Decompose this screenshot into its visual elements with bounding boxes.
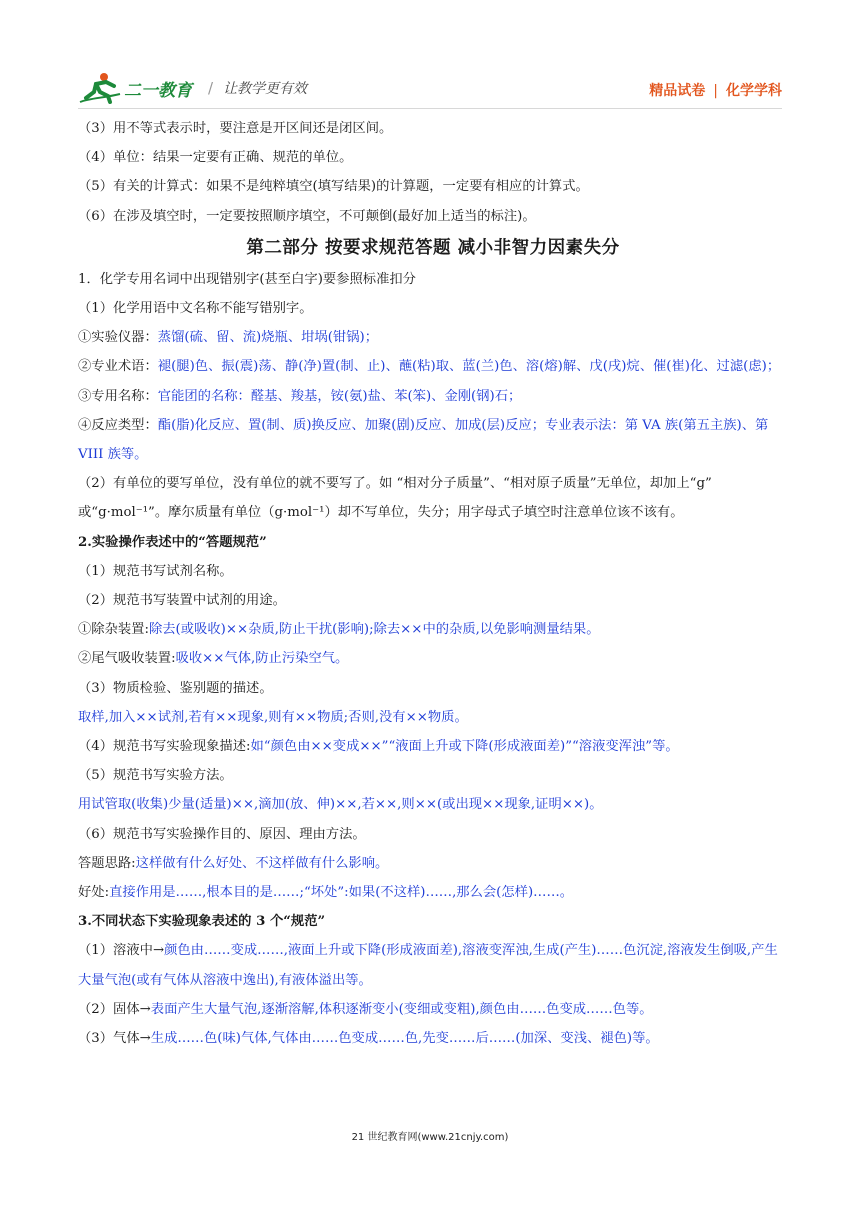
paragraph: 或“g·mol⁻¹”。摩尔质量有单位（g·mol⁻¹）却不写单位，失分；用字母式子填空时注意单位该不该有。	[78, 505, 684, 521]
item-label: ③专用名称：	[78, 388, 158, 404]
list-item	[78, 644, 788, 673]
logo	[78, 72, 307, 104]
item-text: 官能团的名称：醛基、羧基，铵(氨)盐、苯(笨)、金刚(钢)石；	[157, 388, 522, 404]
list-item	[78, 1024, 788, 1053]
paragraph: （2）有单位的要写单位，没有单位的就不要写了。如 “相对分子质量”、“相对原子质量”无单位，却加上“g”	[78, 476, 712, 492]
page-header	[78, 70, 782, 110]
logo-name: 二一教育	[124, 80, 192, 101]
item-text: 吸收××气体,防止污染空气。	[175, 651, 349, 667]
paragraph: （1）规范书写试剂名称。	[78, 563, 233, 579]
brand-left: 精品试卷	[649, 83, 706, 99]
list-item	[78, 936, 788, 994]
item-label: （2）固体→	[78, 1001, 151, 1017]
brand-bar: |	[713, 83, 718, 99]
item-text: 褪(腿)色、振(震)荡、静(净)置(制、止)、蘸(粘)取、蓝(兰)色、溶(熔)解、戊(戌)烷、催(崔)化、过滤(虑)；	[157, 359, 781, 375]
item-label: （1）溶液中→	[78, 943, 165, 959]
runner-logo-icon	[78, 72, 122, 104]
logo-separator: /	[208, 79, 214, 97]
section-title: 第二部分 按要求规范答题 减小非智力因素失分	[246, 237, 620, 258]
item-text: 表面产生大量气泡,逐渐溶解,体积逐渐变小(变细或变粗),颜色由……色变成……色等。	[150, 1001, 653, 1017]
list-item	[78, 995, 788, 1024]
list-item	[78, 878, 788, 907]
item-label: ①实验仪器：	[78, 330, 158, 346]
answer-text: 用试管取(收集)少量(适量)××,滴加(放、伸)××,若××,则××(或出现××现象,证明××)。	[78, 797, 603, 813]
list-item	[78, 411, 788, 469]
item-text: 蒸馏(硫、留、流)烧瓶、坩埚(钳锅)；	[157, 330, 378, 346]
item-text: 直接作用是……,根本目的是……;“坏处”:如果(不这样)……,那么会(怎样)……。	[109, 885, 574, 901]
heading-3: 3.不同状态下实验现象表述的 3 个“规范”	[78, 914, 326, 930]
item-label: 好处:	[78, 885, 110, 901]
item-text: 如“颜色由××变成××”“液面上升或下降(形成液面差)”“溶液变浑浊”等。	[250, 739, 679, 755]
header-divider	[78, 108, 782, 109]
item-label: ②专业术语：	[78, 359, 158, 375]
paragraph: （4）单位：结果一定要有正确、规范的单位。	[78, 150, 353, 166]
list-item	[78, 732, 788, 761]
item-text: 这样做有什么好处、不这样做有什么影响。	[135, 855, 389, 871]
item-label: ④反应类型：	[78, 417, 158, 433]
brand-right: 化学学科	[726, 83, 782, 99]
paragraph: （6）规范书写实验操作目的、原因、理由方法。	[78, 826, 366, 842]
list-item	[78, 849, 788, 878]
item-label: ②尾气吸收装置:	[78, 651, 176, 667]
item-label: （4）规范书写实验现象描述:	[78, 739, 251, 755]
item-label: ①除杂装置:	[78, 622, 149, 638]
list-item	[78, 382, 788, 411]
logo-slogan: 让教学更有效	[223, 81, 308, 97]
list-item	[78, 352, 788, 381]
item-label: （3）气体→	[78, 1031, 151, 1047]
list-item	[78, 615, 788, 644]
list-item	[78, 323, 788, 352]
answer-text: 取样,加入××试剂,若有××现象,则有××物质;否则,没有××物质。	[78, 709, 468, 725]
item-label: 答题思路:	[78, 855, 136, 871]
item-text: 酯(脂)化反应、置(制、质)换反应、加聚(剧)反应、加成(层)反应；专业表示法：第 VA 族(第五主族)、第 VIII 族等。	[78, 417, 769, 463]
paragraph: （1）化学用语中文名称不能写错别字。	[78, 301, 313, 317]
paragraph: （2）规范书写装置中试剂的用途。	[78, 593, 286, 609]
page-footer: 21 世纪教育网(www.21cnjy.com)	[351, 1132, 509, 1143]
item-text: 颜色由……变成……,液面上升或下降(形成液面差),溶液变浑浊,生成(产生)……色沉淀,溶液发生倒吸,产生大量气泡(或有气体从溶液中逸出),有液体溢出等。	[78, 943, 778, 988]
paragraph: （5）规范书写实验方法。	[78, 768, 233, 784]
paragraph: （6）在涉及填空时，一定要按照顺序填空，不可颠倒(最好加上适当的标注)。	[78, 208, 536, 224]
paragraph: （3）物质检验、鉴别题的描述。	[78, 680, 273, 696]
item-text: 除去(或吸收)××杂质,防止干扰(影响);除去××中的杂质,以免影响测量结果。	[148, 622, 600, 638]
paragraph: （5）有关的计算式：如果不是纯粹填空(填写结果)的计算题，一定要有相应的计算式。	[78, 179, 589, 195]
heading-1: 1．化学专用名词中出现错别字(甚至白字)要参照标准扣分	[78, 271, 416, 287]
paragraph: （3）用不等式表示时，要注意是开区间还是闭区间。	[78, 121, 393, 136]
document-body	[78, 114, 788, 1053]
heading-2: 2.实验操作表述中的“答题规范”	[78, 534, 267, 550]
item-text: 生成……色(味)气体,气体由……色变成……色,先变……后……(加深、变浅、褪色)等。	[150, 1031, 659, 1047]
brand-label	[649, 80, 782, 100]
